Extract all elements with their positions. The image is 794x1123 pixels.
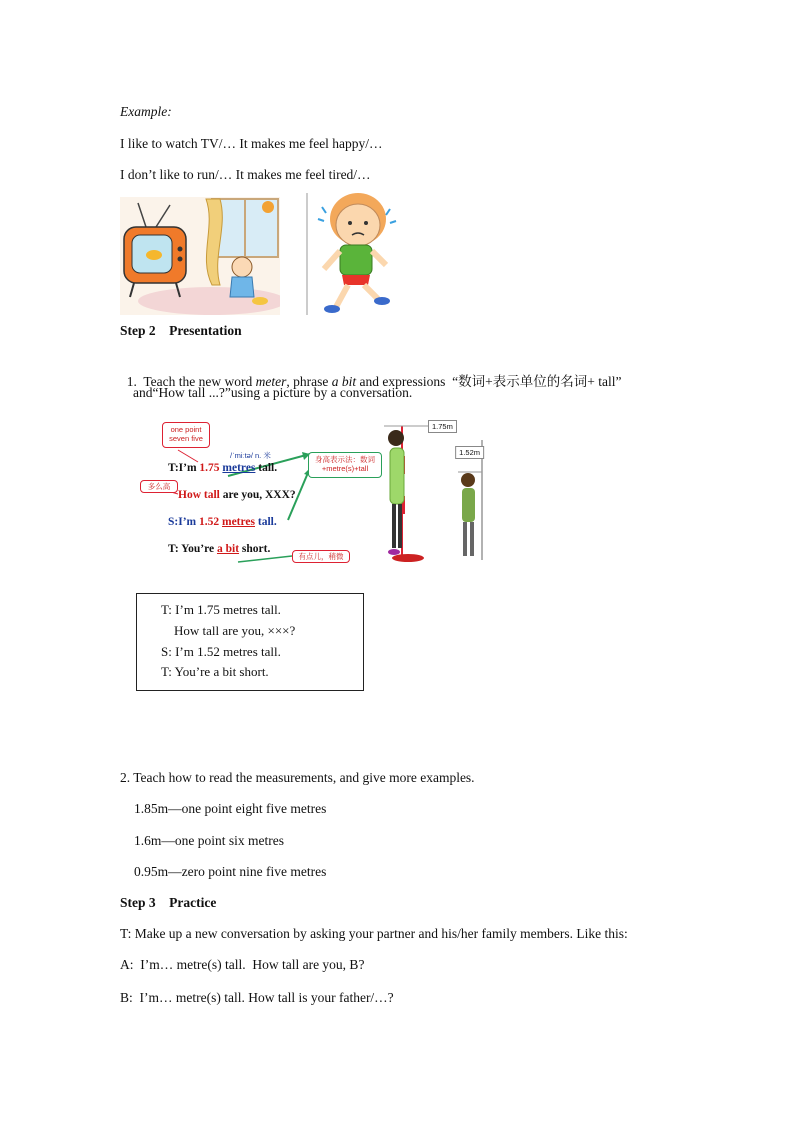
step3-line-1: T: Make up a new conversation by asking your partner and his/her family members. Like this: xyxy=(120,926,628,941)
convo-t2-bit: a bit xyxy=(216,543,240,555)
convo-line-q xyxy=(178,489,296,501)
convo-t2-end: short. xyxy=(239,543,271,555)
phonetic-label: /ˈmiːtə/ n. 米 xyxy=(230,451,271,460)
convo-s-end: tall. xyxy=(255,516,277,528)
item2-heading: 2. Teach how to read the measurements, and give more examples. xyxy=(120,770,475,785)
callout-bit: 有点儿，稍微 xyxy=(292,550,350,563)
example-line-1: I like to watch TV/… It makes me feel happy/… xyxy=(120,136,383,151)
tag-tall: 1.75m xyxy=(428,420,457,433)
tv-room-illustration xyxy=(120,197,280,315)
item1-prefix: 1. Teach the new word xyxy=(126,374,256,389)
dialogue-line-1: T: I’m 1.75 metres tall. xyxy=(161,602,281,617)
measurement-example-3: 0.95m—zero point nine five metres xyxy=(134,864,327,879)
convo-s-number: 1.52 xyxy=(199,516,220,528)
step3-line-3: B: I’m… metre(s) tall. How tall is your father/…? xyxy=(120,990,394,1005)
step3-heading: Step 3 Practice xyxy=(120,895,217,910)
callout-number: one point seven five xyxy=(162,422,210,448)
dialogue-line-3: S: I’m 1.52 metres tall. xyxy=(161,644,281,659)
example-label: Example: xyxy=(120,104,172,119)
convo-t1-prefix: T:I’m xyxy=(168,462,200,474)
running-boy-illustration xyxy=(306,189,402,315)
convo-s-prefix: S:I’m xyxy=(168,516,199,528)
dialogue-line-4: T: You’re a bit short. xyxy=(161,664,269,679)
conversation-figure xyxy=(138,416,488,566)
dialogue-box xyxy=(136,593,364,691)
convo-s-unit: metres xyxy=(222,516,255,528)
convo-t1-unit: metres xyxy=(222,462,256,474)
convo-t2-prefix: T: You’re xyxy=(168,543,217,555)
step3-line-2: A: I’m… metre(s) tall. How tall are you, B? xyxy=(120,957,365,972)
convo-q-how-tall: How tall xyxy=(178,489,220,501)
step2-heading: Step 2 Presentation xyxy=(120,323,242,338)
example-line-2: I don’t like to run/… It makes me feel tired/… xyxy=(120,167,371,182)
measurement-example-2: 1.6m—one point six metres xyxy=(134,833,284,848)
convo-line-s xyxy=(168,516,277,528)
item1-phrase: a bit xyxy=(331,374,357,389)
item1-word: meter xyxy=(255,374,287,389)
convo-line-t1 xyxy=(168,462,277,474)
step2-item1-line2: and“How tall ...?”using a picture by a conversation. xyxy=(133,385,413,400)
convo-t1-number: 1.75 xyxy=(199,462,220,474)
tag-short: 1.52m xyxy=(455,446,484,459)
convo-line-t2 xyxy=(168,543,270,555)
convo-t1-end: tall. xyxy=(255,462,278,474)
dialogue-line-2: How tall are you, ×××? xyxy=(174,623,296,638)
callout-how: 多么高 xyxy=(140,480,178,493)
item1-mid: , phrase xyxy=(286,374,332,389)
callout-rule: 身高表示法：数词+metre(s)+tall xyxy=(308,452,382,478)
item1-end: and expressions “数词+表示单位的名词+ tall” xyxy=(356,374,622,389)
convo-q-rest: are you, XXX? xyxy=(219,489,296,501)
measurement-example-1: 1.85m—one point eight five metres xyxy=(134,801,327,816)
